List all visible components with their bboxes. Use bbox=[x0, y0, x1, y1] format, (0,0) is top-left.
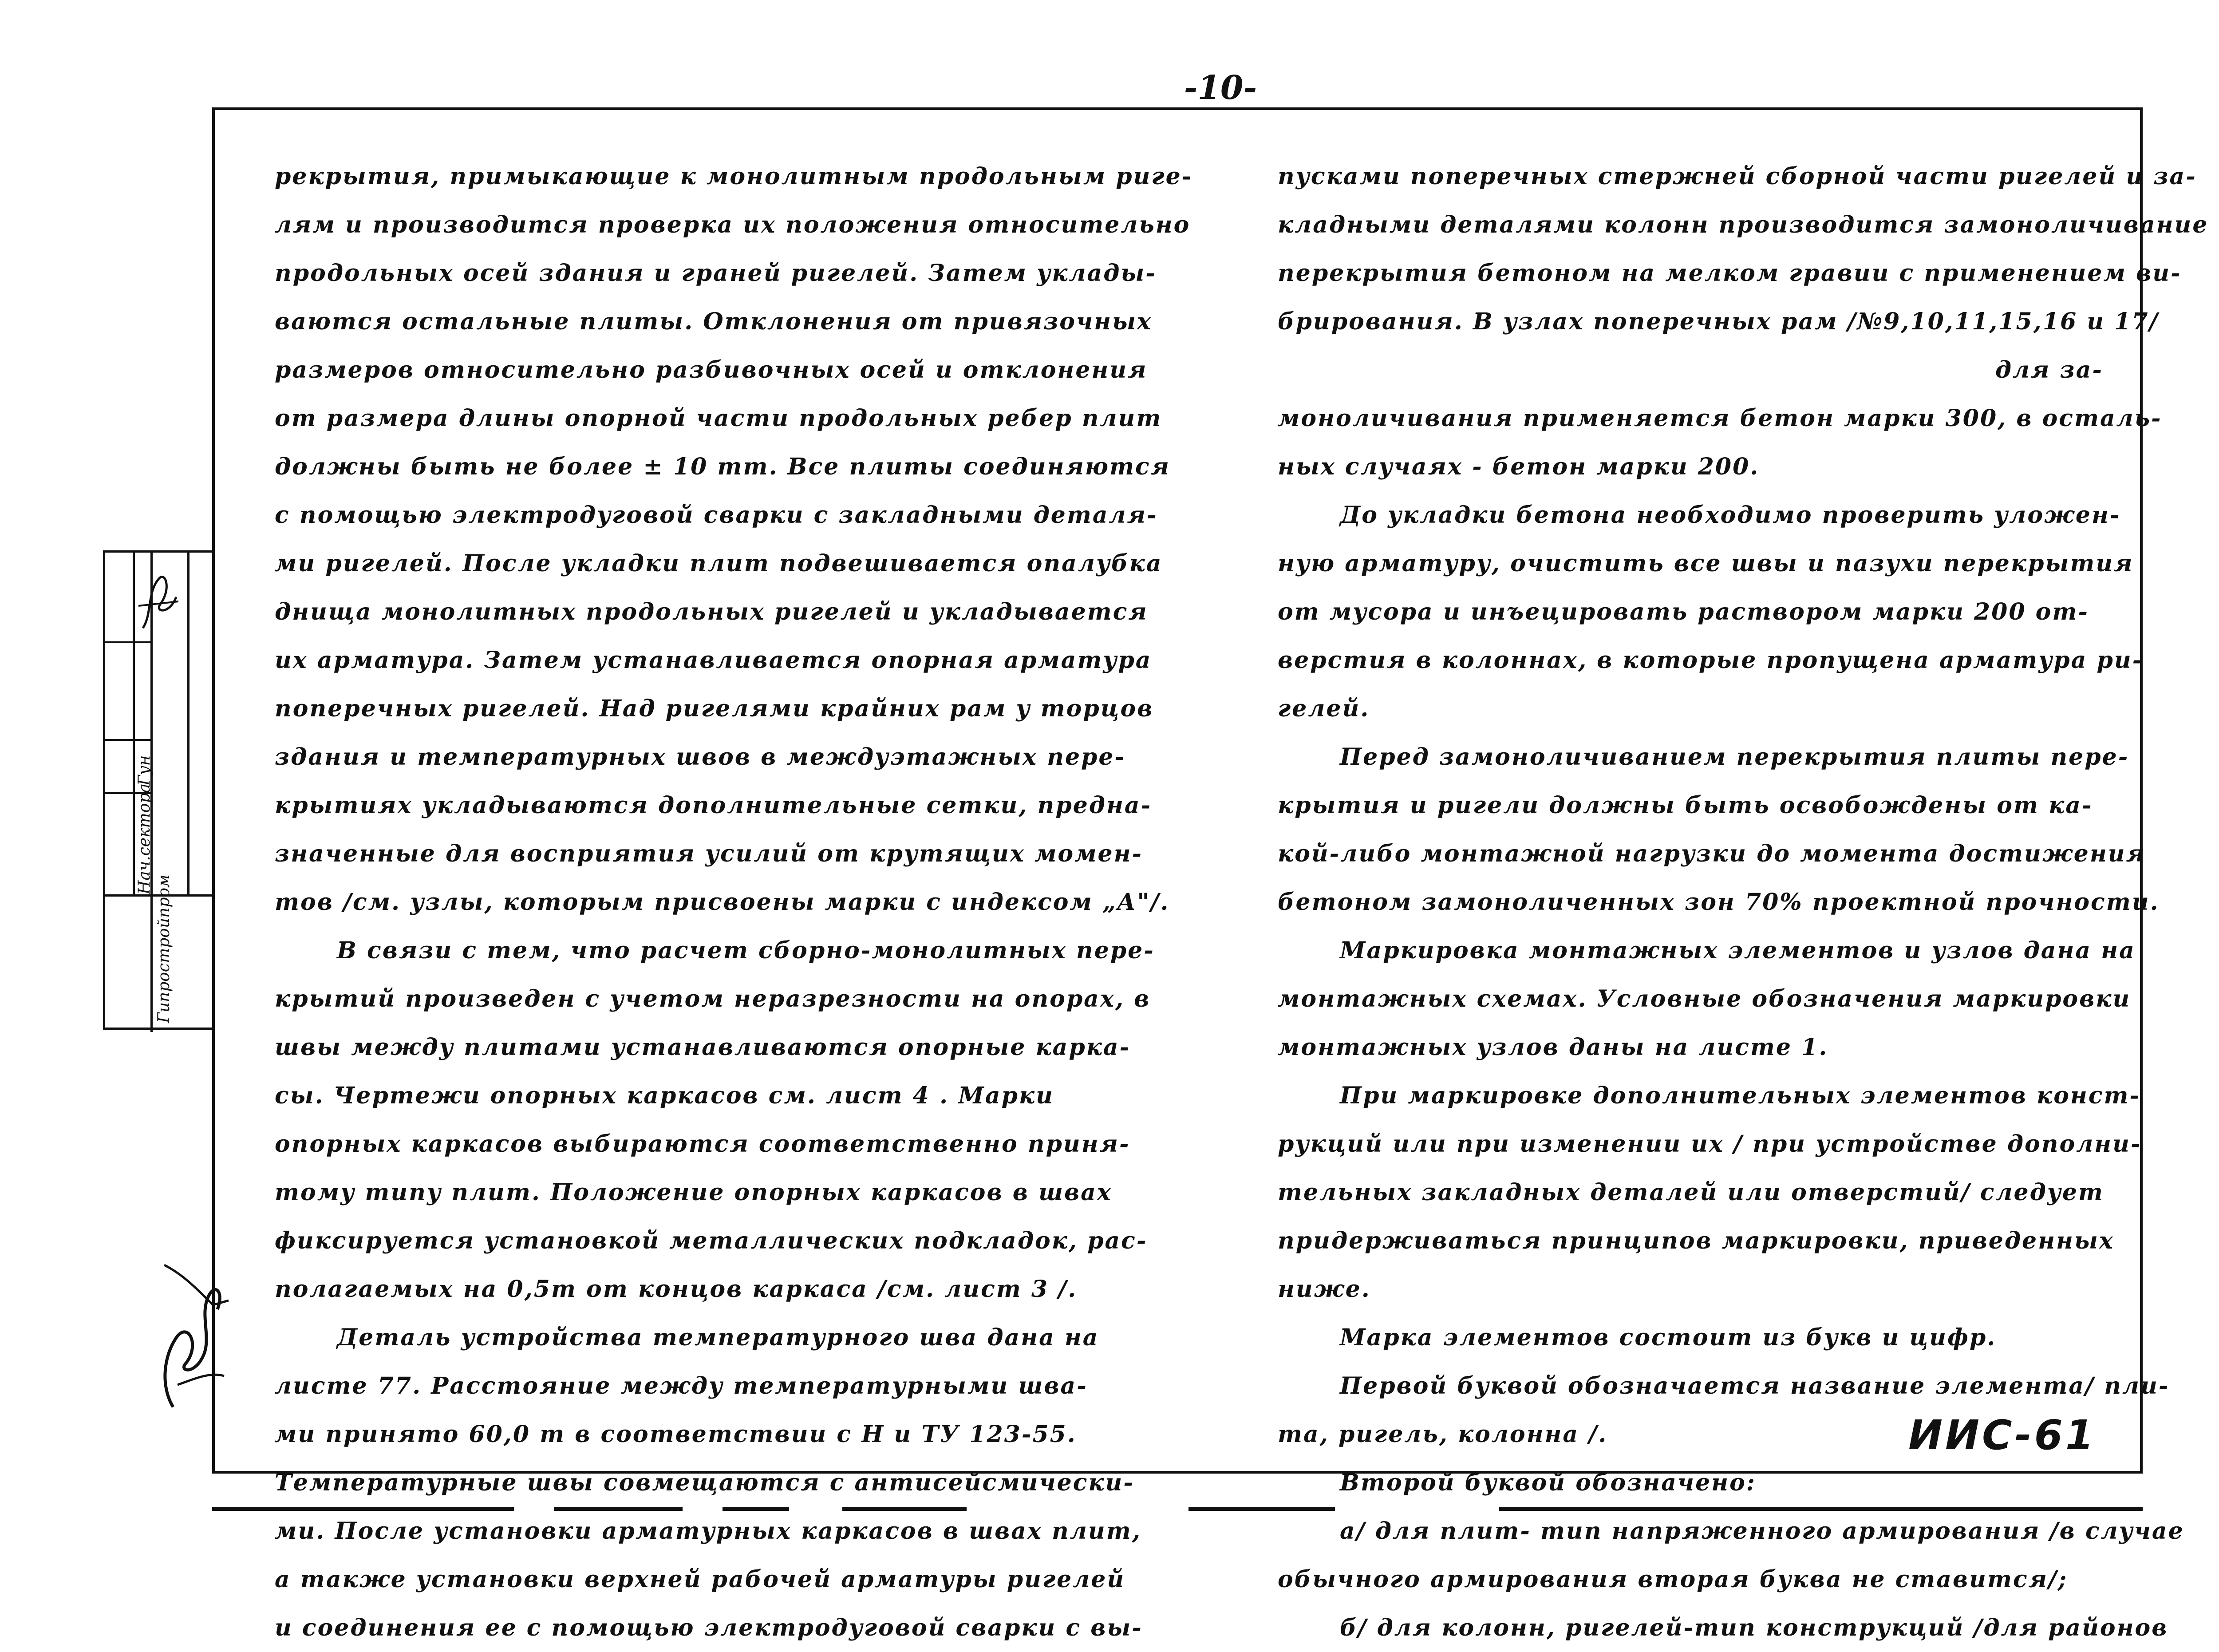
text-line: В связи с тем, что расчет сборно-монолитных пере- bbox=[337, 937, 1155, 964]
text-line: опорных каркасов выбираются соответственно приня- bbox=[275, 1130, 1130, 1158]
text-line: монтажных схемах. Условные обозначения маркировки bbox=[1278, 985, 2131, 1012]
text-line: днища монолитных продольных ригелей и укладывается bbox=[275, 598, 1148, 625]
text-line: До укладки бетона необходимо проверить уложен- bbox=[1340, 502, 2121, 529]
edge-mark bbox=[1499, 1507, 2143, 1511]
text-line: придерживаться принципов маркировки, приведенных bbox=[1278, 1227, 2114, 1254]
text-line: швы между плитами устанавливаются опорные карка- bbox=[275, 1034, 1131, 1061]
text-line: крытий произведен с учетом неразрезности на опорах, в bbox=[275, 985, 1151, 1012]
text-line: поперечных ригелей. Над ригелями крайних рам у торцов bbox=[275, 695, 1154, 722]
text-line: значенные для восприятия усилий от крутящих момен- bbox=[275, 840, 1143, 867]
text-line: рукций или при изменении их / при устройстве дополни- bbox=[1278, 1130, 2142, 1158]
edge-mark bbox=[554, 1507, 683, 1511]
edge-mark bbox=[1188, 1507, 1335, 1511]
text-line: полагаемых на 0,5m от концов каркаса /см. лист 3 /. bbox=[275, 1276, 1078, 1303]
text-line: от мусора и инъецировать раствором марки 200 от- bbox=[1278, 598, 2089, 625]
text-line: та, ригель, колонна /. bbox=[1278, 1421, 1608, 1448]
text-line: кладными деталями колонн производится замоноличивание bbox=[1278, 211, 2209, 238]
stamp-label-position: Нач.сектора bbox=[135, 783, 154, 894]
text-line: ных случаях - бетон марки 200. bbox=[1278, 453, 1760, 480]
edge-mark bbox=[723, 1507, 789, 1511]
stamp-signature-icon bbox=[134, 561, 183, 637]
text-line: крытиях укладываются дополнительные сетки, предна- bbox=[275, 792, 1152, 819]
text-line: ми ригелей. После укладки плит подвешивается опалубка bbox=[275, 550, 1163, 577]
text-line: фиксируется установкой металлических подкладок, рас- bbox=[275, 1227, 1148, 1254]
text-line: бетоном замоноличенных зон 70% проектной прочности. bbox=[1278, 889, 2160, 916]
text-line: тов /см. узлы, которым присвоены марки с индексом „А"/. bbox=[275, 889, 1170, 916]
stamp-row-line bbox=[105, 739, 153, 741]
text-line: тому типу плит. Положение опорных каркасов в швах bbox=[275, 1179, 1112, 1206]
stamp-label-name: Гун bbox=[135, 755, 154, 786]
text-line: верстия в колоннах, в которые пропущена арматура ри- bbox=[1278, 647, 2144, 674]
text-line: лям и производится проверка их положения относительно bbox=[275, 211, 1191, 238]
text-line: ми. После установки арматурных каркасов в швах плит, bbox=[275, 1518, 1141, 1545]
bottom-edge-marks bbox=[212, 1507, 2143, 1516]
text-line: б/ для колонн, ригелей-тип конструкций /для районов bbox=[1340, 1614, 2168, 1641]
text-line: от размера длины опорной части продольных ребер плит bbox=[275, 405, 1162, 432]
text-line: а также установки верхней рабочей арматуры ригелей bbox=[275, 1566, 1125, 1593]
text-line: ную арматуру, очистить все швы и пазухи перекрытия bbox=[1278, 550, 2134, 577]
edge-mark bbox=[212, 1507, 514, 1511]
text-line: ваются остальные плиты. Отклонения от привязочных bbox=[275, 308, 1152, 335]
stamp-label-organization: Гипростройпром bbox=[155, 874, 173, 1023]
text-line: моноличивания применяется бетон марки 300, в осталь- bbox=[1278, 405, 2162, 432]
text-line: должны быть не более ± 10 mm. Все плиты соединяются bbox=[275, 453, 1171, 480]
text-line: ниже. bbox=[1278, 1276, 1371, 1303]
text-line: здания и температурных швов в междуэтажных пере- bbox=[275, 743, 1126, 771]
text-line: крытия и ригели должны быть освобождены от ка- bbox=[1278, 792, 2093, 819]
text-line: продольных осей здания и граней ригелей. Затем уклады- bbox=[275, 260, 1157, 287]
text-line: Перед замоноличиванием перекрытия плиты пере- bbox=[1340, 743, 2129, 771]
text-line: кой-либо монтажной нагрузки до момента достижения bbox=[1278, 840, 2146, 867]
text-line: их арматура. Затем устанавливается опорная арматура bbox=[275, 647, 1152, 674]
text-line: гелей. bbox=[1278, 695, 1370, 722]
text-line: перекрытия бетоном на мелком гравии с применением ви- bbox=[1278, 260, 2182, 287]
text-line: ми принято 60,0 m в соответствии с Н и ТУ 123-55. bbox=[275, 1421, 1077, 1448]
text-line: брирования. В узлах поперечных рам /№9,10,11,15,16 и 17/ bbox=[1278, 308, 2159, 335]
text-line: Маркировка монтажных элементов и узлов дана на bbox=[1340, 937, 2136, 964]
text-line: Первой буквой обозначается название элемента/ пли- bbox=[1340, 1372, 2170, 1399]
text-line: рекрытия, примыкающие к монолитным продольным риге- bbox=[275, 163, 1193, 190]
text-line: При маркировке дополнительных элементов конст- bbox=[1340, 1082, 2141, 1109]
edge-mark bbox=[842, 1507, 967, 1511]
text-line: пусками поперечных стержней сборной части ригелей и за- bbox=[1278, 163, 2197, 190]
text-line: сы. Чертежи опорных каркасов см. лист 4 . Марки bbox=[275, 1082, 1054, 1109]
title-block-stamp bbox=[103, 550, 215, 1030]
document-code: ИИС-61 bbox=[1908, 1411, 2097, 1459]
text-line: Деталь устройства температурного шва дана на bbox=[337, 1324, 1099, 1351]
text-line: обычного армирования вторая буква не ставится/; bbox=[1278, 1566, 2068, 1593]
text-line: монтажных узлов даны на листе 1. bbox=[1278, 1034, 1828, 1061]
text-line: с помощью электродуговой сварки с закладными деталя- bbox=[275, 502, 1158, 529]
text-line: тельных закладных деталей или отверстий/ следует bbox=[1278, 1179, 2104, 1206]
text-line: Марка элементов состоит из букв и цифр. bbox=[1340, 1324, 1997, 1351]
text-line: листе 77. Расстояние между температурными шва- bbox=[275, 1372, 1088, 1399]
text-line: и соединения ее с помощью электродуговой сварки с вы- bbox=[275, 1614, 1143, 1641]
text-line: размеров относительно разбивочных осей и отклонения bbox=[275, 356, 1148, 383]
text-line: Второй буквой обозначено: bbox=[1340, 1469, 1756, 1496]
left-text-column bbox=[275, 152, 1193, 1652]
text-line: а/ для плит- тип напряженного армирования /в случае bbox=[1340, 1518, 2184, 1545]
text-line: Температурные швы совмещаются с антисейсмически- bbox=[275, 1469, 1134, 1496]
page-number: -10- bbox=[1184, 69, 1257, 107]
text-line: для за- bbox=[1995, 356, 2103, 383]
drawing-frame bbox=[212, 107, 2209, 1641]
stamp-divider bbox=[187, 553, 190, 894]
stamp-row-line bbox=[105, 641, 153, 643]
